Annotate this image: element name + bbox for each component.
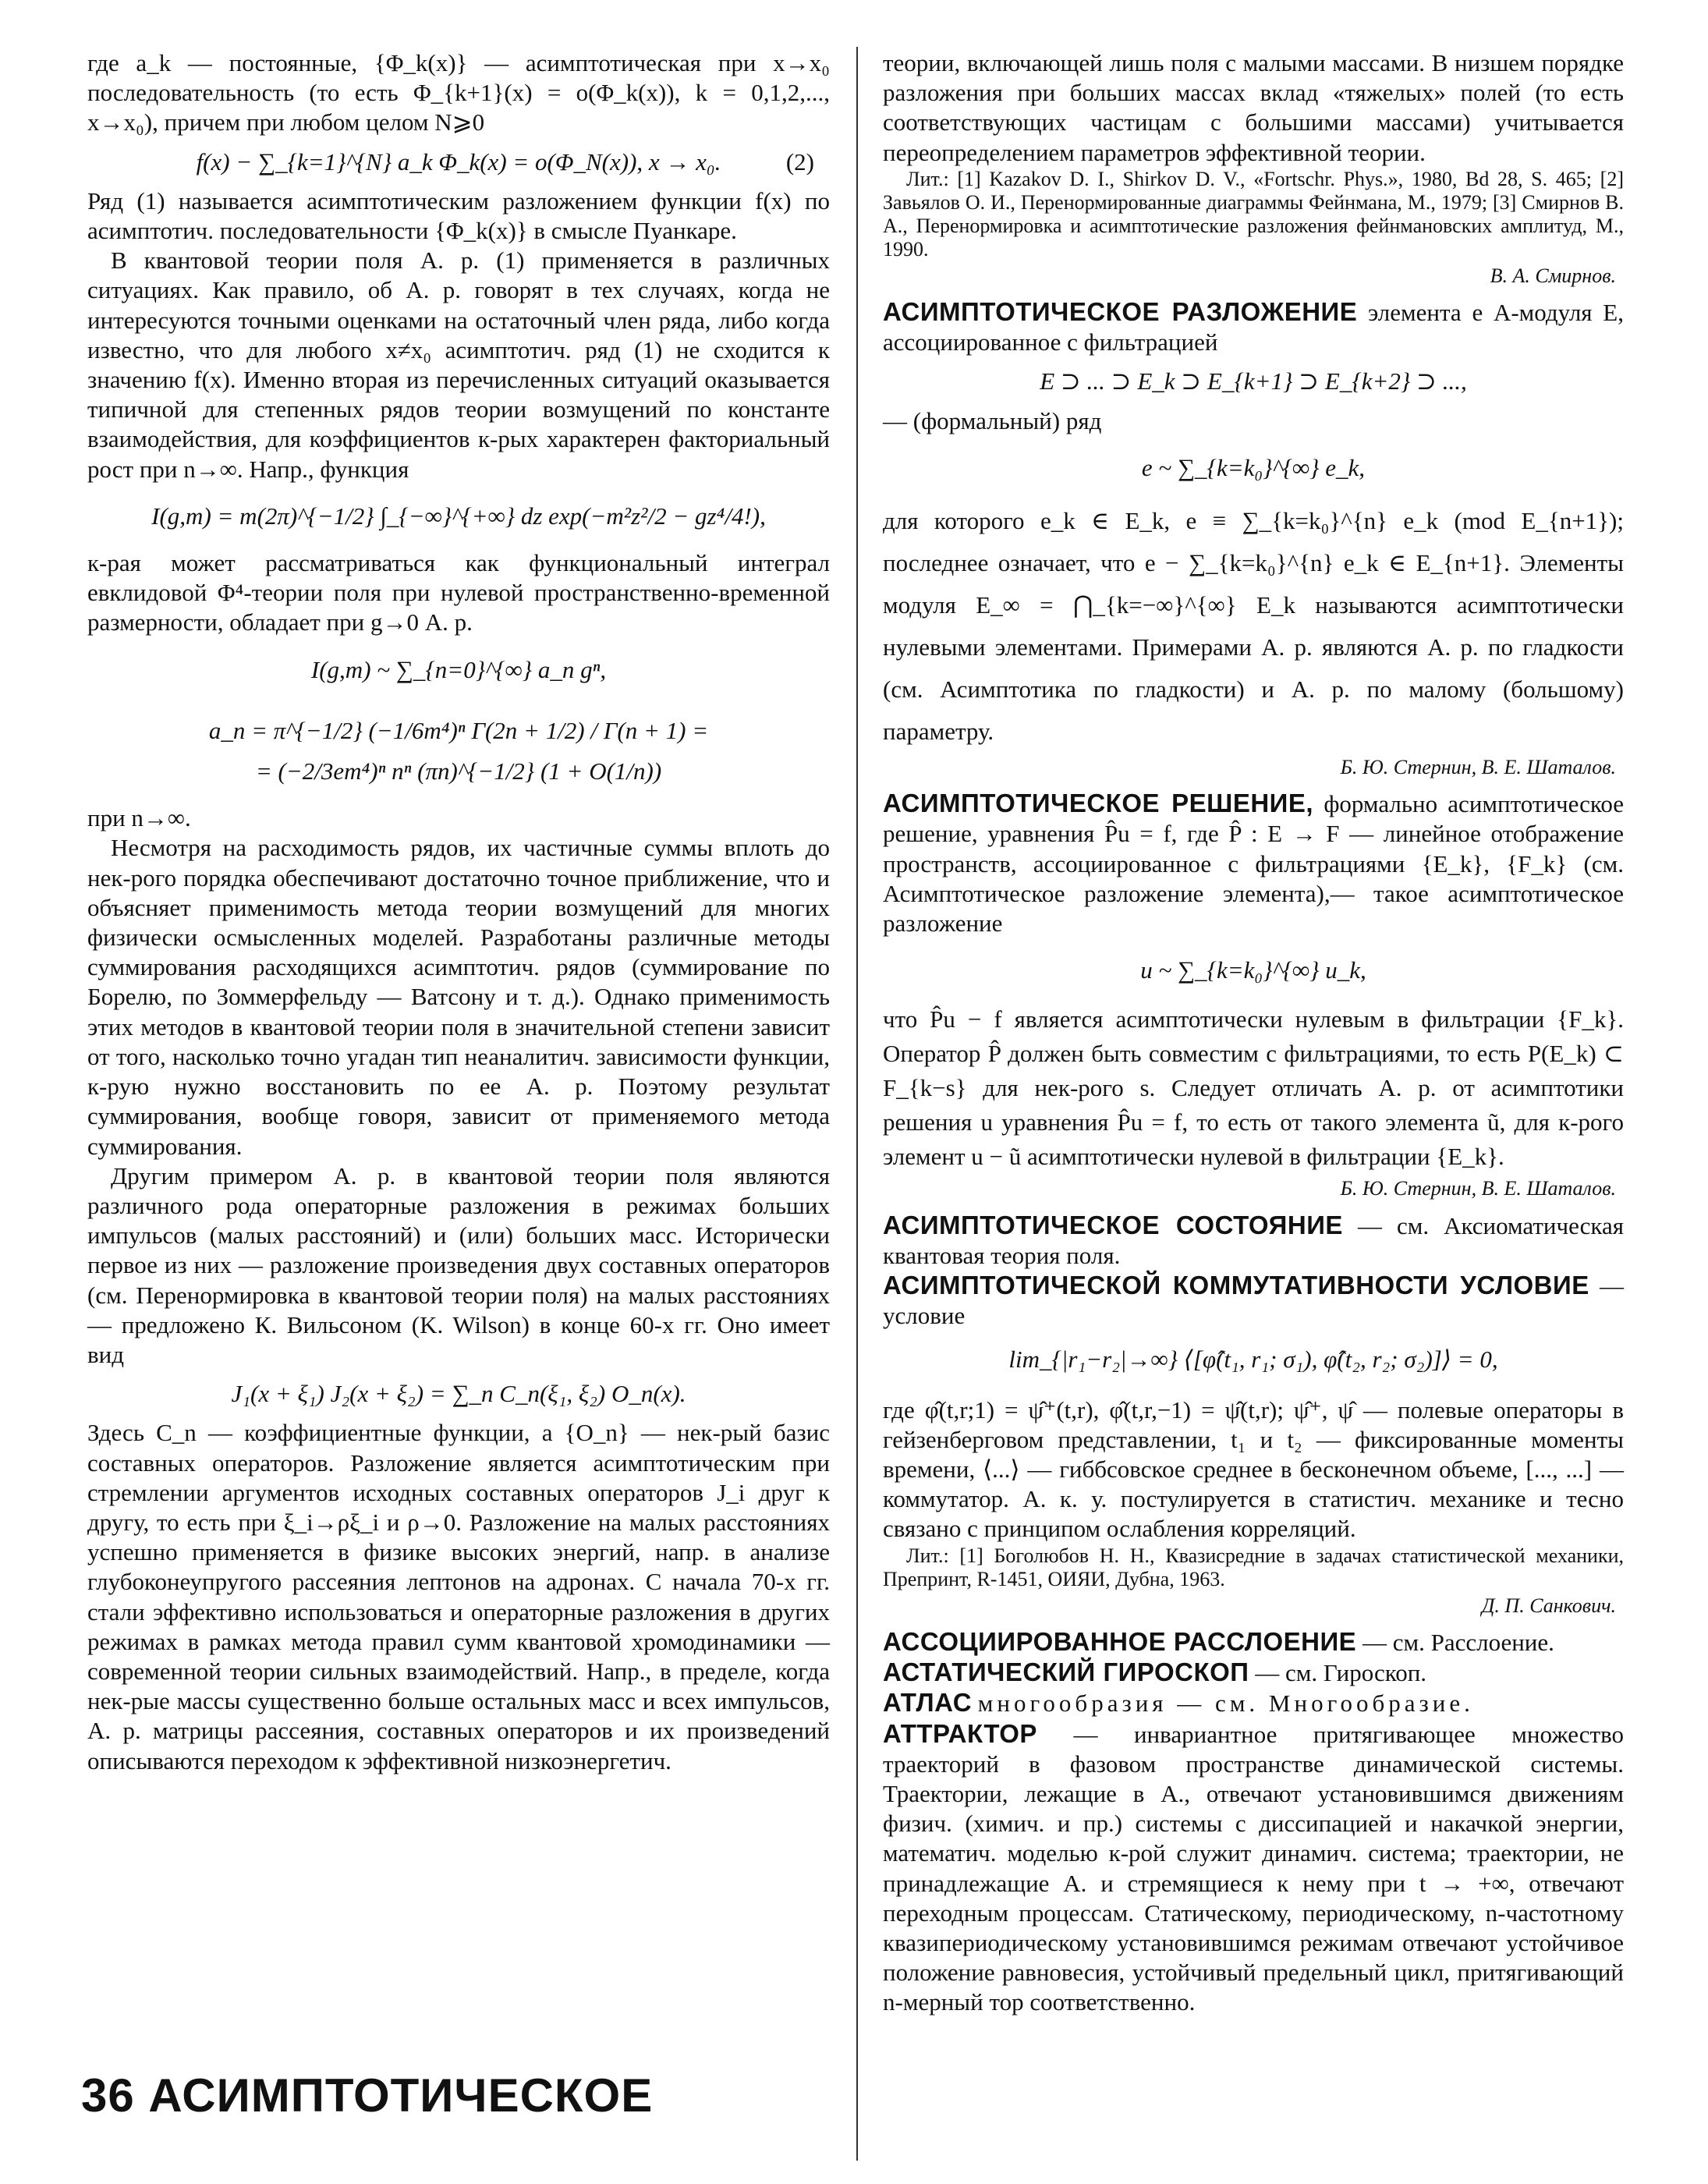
paragraph: к-рая может рассматриваться как функциональный интеграл евклидовой Φ⁴-теории поля при нулевой пространственно-временной размерности, обладает при g→0 А. р. xyxy=(87,549,830,636)
formula: lim_{|r₁−r₂|→∞} ⟨[φ̂(t₁, r₁; σ₁), φ̂(t₂, r₂; σ₂)]⟩ = 0, xyxy=(1008,1346,1498,1374)
paragraph: где a_k — постоянные, {Φ_k(x)} — асимптотическая при x→x₀ последовательность (то есть Φ_{k+1}(x) = o(Φ_k(x)), k = 0,1,2,..., x→x₀), причем при любом целом N⩾0 xyxy=(87,49,830,136)
formula: a_n = π^{−1/2} (−1/6m⁴)ⁿ Γ(2n + 1/2) / Γ(n + 1) = xyxy=(208,716,709,744)
paragraph: Ряд (1) называется асимптотическим разложением функции f(x) по асимптотич. последовательности {Φ_k(x)} в смысле Пуанкаре. xyxy=(87,186,830,245)
paragraph: Здесь C_n — коэффициентные функции, а {O_n} — нек-рый базис составных операторов. Разложение является асимптотическим при стремлении аргументов исходных составных операторов J_i друг к другу, то есть при ξ_i→ρξ_i и ρ→0. Разложение на малых расстояниях успешно применяется в физике высоких энергий, напр. в анализе глубоконеупругого рассеяния лептонов на адронах. С начала 70-х гг. стали эффективно использоваться и операторные разложения в других режимах в рамках метода правил сумм квантовой хромодинамики — современной теории сильных взаимодействий. Напр., в пределе, когда нек-рые массы существенно больше остальных масс и всех импульсов, А. р. матрицы рассеяния, составных операторов и их произведений описываются переходом к эффективной низкоэнергетич. xyxy=(87,1419,830,1774)
paragraph: — (формальный) ряд xyxy=(883,406,1102,434)
entry-text: формально асимптотическое решение, уравнения P̂u = f, где P̂ : E → F — линейное отображение пространств, ассоциированное с фильтрациями {E_k}, {F_k} (см. Асимптотическое разложение элемента),— такое асимптотическое разложение xyxy=(883,790,1624,938)
formula: J₁(x + ξ₁) J₂(x + ξ₂) = ∑_n C_n(ξ₁, ξ₂) O_n(x). xyxy=(231,1380,686,1408)
paragraph: теории, включающей лишь поля с малыми массами. В низшем порядке разложения при больших массах вклад «тяжелых» полей (то есть соответствующих частицам с большими массами) учитывается переопределением параметров эффективной теории. xyxy=(883,49,1624,166)
entry-text: — см. Гироскоп. xyxy=(1255,1659,1427,1687)
running-head: АСИМПТОТИЧЕСКОЕ xyxy=(148,2069,654,2122)
entry-heading: АСИМПТОТИЧЕСКОЕ РАЗЛОЖЕНИЕ xyxy=(883,297,1358,327)
formula: E ⊃ ... ⊃ E_k ⊃ E_{k+1} ⊃ E_{k+2} ⊃ ..., xyxy=(1040,367,1467,395)
entry-heading: АССОЦИИРОВАННОЕ РАССЛОЕНИЕ xyxy=(883,1626,1357,1656)
page-number: 36 xyxy=(81,2069,135,2122)
entry xyxy=(883,1211,1624,1271)
author: Б. Ю. Стернин, В. Е. Шаталов. xyxy=(1340,1177,1616,1200)
entry xyxy=(883,1271,1624,1331)
paragraph: В квантовой теории поля А. р. (1) применяется в различных ситуациях. Как правило, об А. р. говорят в тех случаях, когда не интересуются точными оценками на остаточный член ряда, либо когда известно, что для любого x≠x₀ асимптотич. ряд (1) не сходится к значению f(x). Именно вторая из перечисленных ситуаций оказывается типичной для степенных рядов теории возмущений по константе взаимодействия, для коэффициентов к-рых характерен факториальный рост при n→∞. Напр., функция xyxy=(87,246,830,483)
formula: I(g,m) = m(2π)^{−1/2} ∫_{−∞}^{+∞} dz exp(−m²z²/2 − gz⁴/4!), xyxy=(151,502,766,530)
paragraph: при n→∞. xyxy=(87,804,191,832)
entry-text: — см. Аксиоматическая квантовая теория поля. xyxy=(883,1211,1624,1269)
paragraph: Другим примером А. р. в квантовой теории поля являются различного рода операторные разложения в режимах больших импульсов (малых расстояний) и (или) больших масс. Исторически первое из них — разложение произведения двух составных операторов (см. Перенормировка в квантовой теории поля) на малых расстояниях — предложено К. Вильсоном (K. Wilson) в конце 60-х гг. Оно имеет вид xyxy=(87,1161,830,1368)
entry xyxy=(883,1719,1624,2018)
entry xyxy=(883,1658,1624,1688)
entry-heading: АСИМПТОТИЧЕСКОЙ КОММУТАТИВНОСТИ УСЛОВИЕ xyxy=(883,1271,1589,1300)
entry-heading: АТЛАС xyxy=(883,1688,973,1718)
formula: f(x) − ∑_{k=1}^{N} a_k Φ_k(x) = o(Φ_N(x)), x → x₀. xyxy=(196,147,721,176)
literature: Лит.: [1] Боголюбов Н. Н., Квазисредние в задачах статистической механики, Препринт, R-1451, ОИЯИ, Дубна, 1963. xyxy=(883,1544,1624,1590)
entry xyxy=(883,1627,1624,1658)
paragraph: для которого e_k ∈ E_k, e ≡ ∑_{k=k₀}^{n} e_k (mod E_{n+1}); последнее означает, что e − ∑_{k=k₀}^{n} e_k ∈ E_{n+1}. Элементы модуля E_∞ = ⋂_{k=−∞}^{∞} E_k называются асимптотически нулевыми элементами. Примерами А. р. являются А. р. по гладкости (см. Асимптотика по гладкости) и А. р. по малому (большому) параметру. xyxy=(883,507,1624,746)
entry-text: элемента e А-модуля E, ассоциированное с фильтрацией xyxy=(883,299,1624,356)
entry-text: — условие xyxy=(883,1272,1624,1330)
equation-number: (2) xyxy=(785,147,814,176)
entry xyxy=(883,789,1624,938)
entry-heading: АТТРАКТОР xyxy=(883,1718,1037,1748)
entry-heading: АСИМПТОТИЧЕСКОЕ СОСТОЯНИЕ xyxy=(883,1210,1343,1239)
entry xyxy=(883,1688,1624,1718)
entry-text: — инвариантное притягивающее множество траекторий в фазовом пространстве динамической системы. Траектории, лежащие в А., отвечают установившимся движениям физич. (химич. и пр.) системы с диссипацией и накачкой энергии, математич. моделью к-рой служит динамич. система; траектории, не принадлежащие А. и стремящиеся к нему при t → +∞, отвечают переходным процессам. Статическому, периодическому, n-частотному квазипериодическому установившимся режимам отвечают устойчивое положение равновесия, устойчивый предельный цикл, притягивающий n-мерный тор соответственно. xyxy=(883,1720,1624,2016)
page-footer xyxy=(81,2069,653,2122)
entry xyxy=(883,297,1624,357)
entry-text: — см. Расслоение. xyxy=(1362,1628,1554,1656)
entry-text: многообразия — см. Многообразие. xyxy=(977,1689,1474,1718)
formula: u ~ ∑_{k=k₀}^{∞} u_k, xyxy=(1140,956,1366,984)
paragraph: Несмотря на расходимость рядов, их частичные суммы вплоть до нек-рого порядка обеспечивают достаточно точное приближение, что и объясняет применимость метода теории возмущений для многих физически осмысленных моделей. Разработаны различные методы суммирования расходящихся асимптотич. рядов (суммирование по Борелю, по Зоммерфельду — Ватсону и т. д.). Однако применимость этих методов в квантовой теории поля в значительной степени зависит от того, насколько точно угадан тип неаналитич. зависимости функции, к-рую нужно восстановить по ее А. р. Поэтому результат суммирования, вообще говоря, зависит от применяемого метода суммирования. xyxy=(87,834,830,1160)
literature: Лит.: [1] Kazakov D. I., Shirkov D. V., «Fortschr. Phys.», 1980, Bd 28, S. 465; [2] Завьялов О. И., Перенормированные диаграммы Фейнмана, М., 1979; [3] Смирнов В. А., Перенормировка и асимптотические разложения фейнмановских амплитуд, М., 1990. xyxy=(883,167,1624,261)
paragraph: что P̂u − f является асимптотически нулевым в фильтрации {F_k}. Оператор P̂ должен быть совместим с фильтрациями, то есть P(E_k) ⊂ F_{k−s} для нек-рого s. Следует отличать А. р. от асимптотики решения u уравнения P̂u = f, то есть от такого элемента ũ, для к-рого элемент u − ũ асимптотически нулевой в фильтрации {E_k}. xyxy=(883,1005,1624,1171)
formula: = (−2/3em⁴)ⁿ nⁿ (πn)^{−1/2} (1 + O(1/n)) xyxy=(255,757,662,785)
formula: I(g,m) ~ ∑_{n=0}^{∞} a_n gⁿ, xyxy=(310,655,607,683)
formula-2 xyxy=(87,147,830,177)
author: В. А. Смирнов. xyxy=(1490,264,1616,287)
formula: e ~ ∑_{k=k₀}^{∞} e_k, xyxy=(1141,453,1366,481)
right-column xyxy=(883,48,1624,2018)
author: Д. П. Санкович. xyxy=(1481,1594,1616,1617)
author: Б. Ю. Стернин, В. Е. Шаталов. xyxy=(1340,756,1616,779)
left-column xyxy=(87,48,830,1776)
entry-heading: АСИМПТОТИЧЕСКОЕ РЕШЕНИЕ, xyxy=(883,789,1314,818)
entry-heading: АСТАТИЧЕСКИЙ ГИРОСКОП xyxy=(883,1658,1249,1687)
column-divider xyxy=(856,47,858,2161)
paragraph: где φ̂(t,r;1) = ψ̂⁺(t,r), φ̂(t,r,−1) = ψ̂(t,r); ψ̂⁺, ψ̂ — полевые операторы в гейзенберговом представлении, t₁ и t₂ — фиксированные моменты времени, ⟨...⟩ — гиббсовское среднее в бесконечном объеме, [..., ...] — коммутатор. А. к. у. постулируется в статистич. механике и тесно связано с принципом ослабления корреляций. xyxy=(883,1395,1624,1543)
